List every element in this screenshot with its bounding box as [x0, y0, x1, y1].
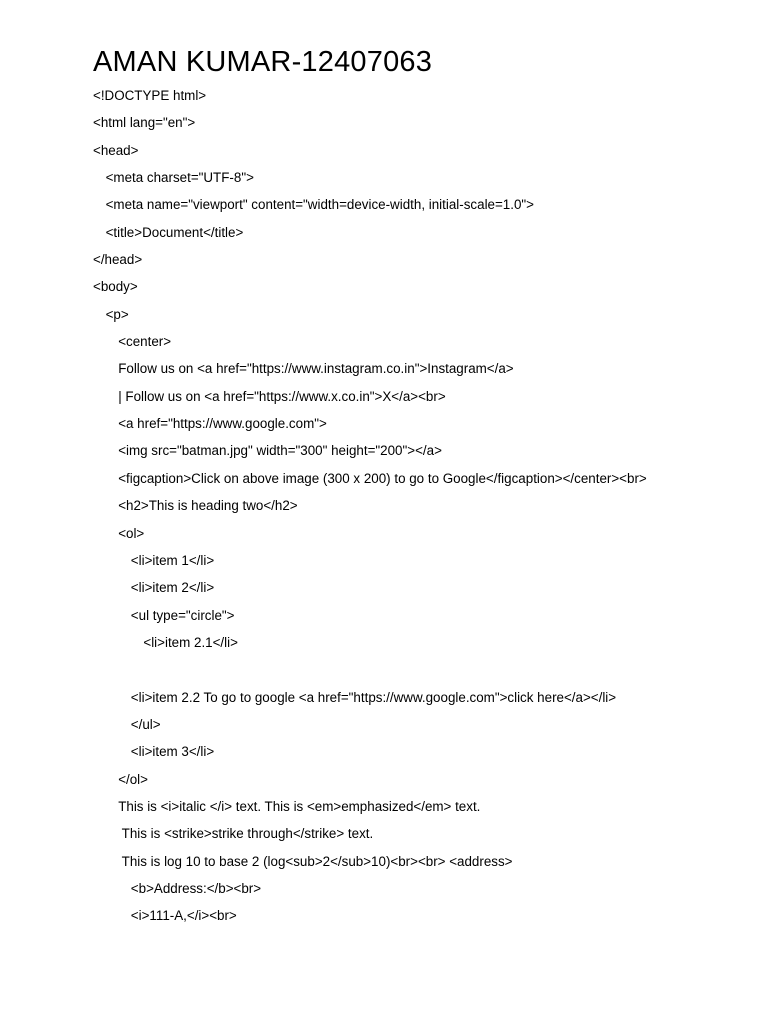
code-line: <i>111-A,</i><br> [130, 908, 237, 924]
code-line: <figcaption>Click on above image (300 x 200) to go to Google</figcaption></center><br> [118, 470, 647, 486]
code-line: <center> [118, 334, 172, 350]
code-line: This is log 10 to base 2 (log<sub>2</sub>10)<br><br> <address> [118, 853, 513, 869]
code-line: <li>item 2</li> [130, 580, 215, 596]
code-line: <!DOCTYPE html> [93, 88, 207, 103]
code-line: <html lang="en"> [93, 115, 196, 131]
code-line: <img src="batman.jpg" width="300" height="200"></a> [118, 443, 442, 459]
code-line: <ul type="circle"> [130, 607, 235, 623]
code-line: Follow us on <a href="https://www.instagram.co.in">Instagram</a> [118, 361, 514, 377]
code-line: This is <strike>strike through</strike> text. [118, 826, 374, 842]
code-line: <ol> [118, 525, 145, 541]
code-line: </ol> [118, 771, 148, 787]
code-line: <p> [105, 306, 129, 322]
code-line: <b>Address:</b><br> [130, 880, 262, 896]
code-line: This is <i>italic </i> text. This is <em>emphasized</em> text. [118, 798, 481, 814]
code-line: <li>item 1</li> [130, 552, 215, 568]
code-line: <meta charset="UTF-8"> [105, 170, 254, 186]
code-line: <li>item 2.1</li> [143, 634, 238, 650]
code-line: <body> [93, 279, 138, 295]
code-line [93, 660, 753, 687]
code-line: <title>Document</title> [105, 224, 244, 240]
code-line: <h2>This is heading two</h2> [118, 498, 298, 514]
code-line: </head> [93, 252, 143, 268]
code-line: <a href="https://www.google.com"> [118, 416, 327, 432]
code-line: <head> [93, 142, 139, 158]
code-line: <meta name="viewport" content="width=device-width, initial-scale=1.0"> [105, 197, 534, 213]
code-line: <li>item 3</li> [130, 744, 215, 760]
code-line: | Follow us on <a href="https://www.x.co.in">X</a><br> [118, 388, 446, 404]
code-line: </ul> [130, 716, 161, 732]
code-line: <li>item 2.2 To go to google <a href="https://www.google.com">click here</a></li> [130, 689, 617, 705]
document-title: AMAN KUMAR-12407063 [93, 46, 433, 78]
code-listing [93, 86, 753, 934]
